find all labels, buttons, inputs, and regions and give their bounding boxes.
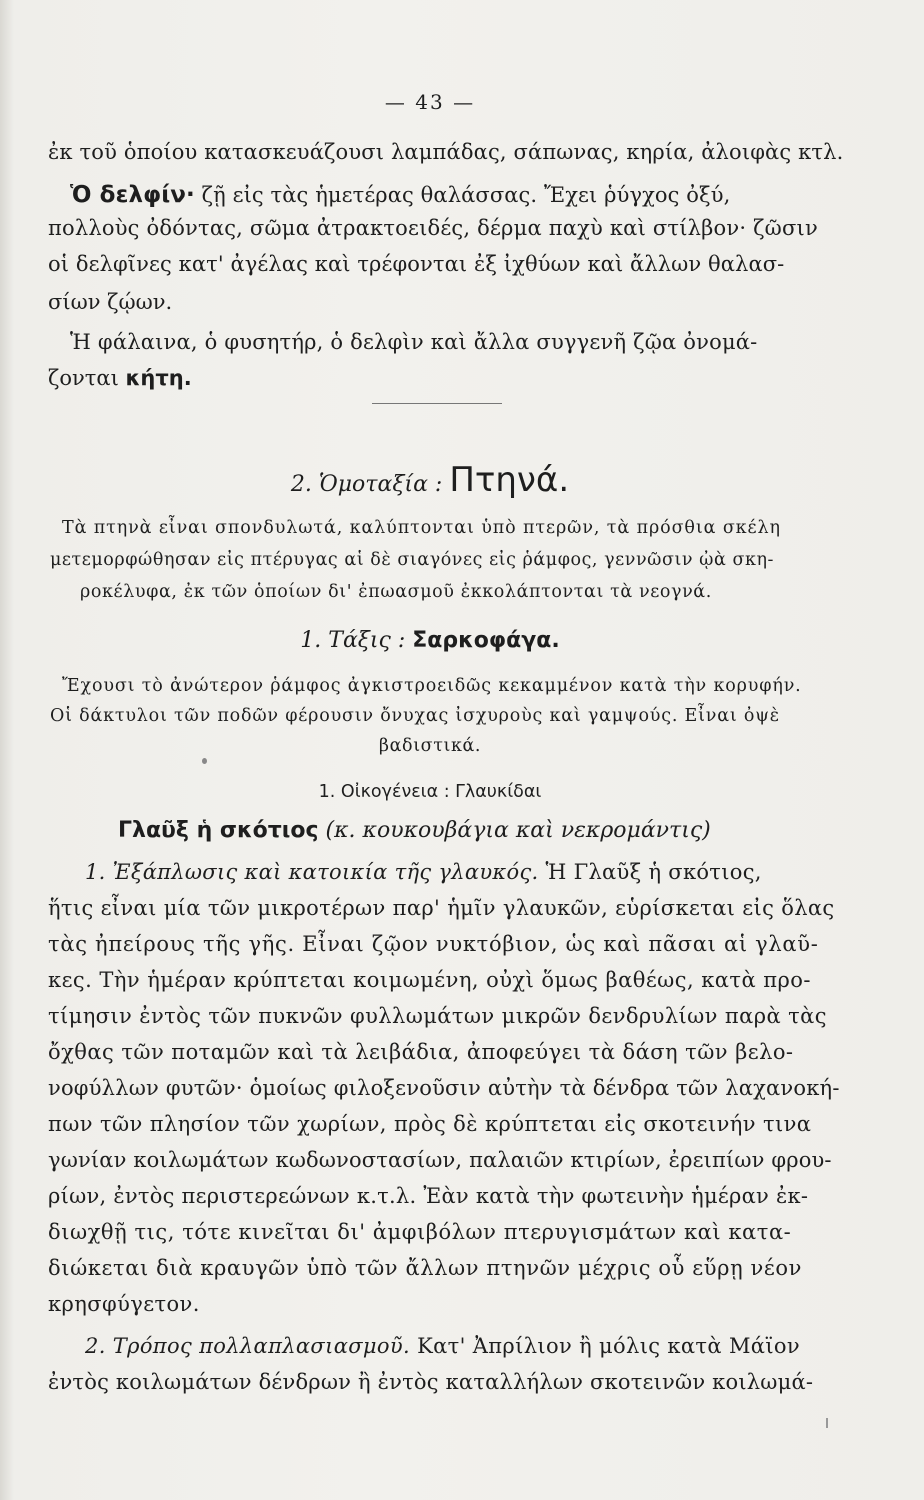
section-divider bbox=[372, 403, 502, 404]
order-heading bbox=[0, 628, 860, 653]
class-heading-name: Πτηνά. bbox=[449, 460, 570, 500]
whales-line2 bbox=[48, 366, 192, 390]
family-heading: 1. Οἰκογένεια : Γλαυκίδαι bbox=[318, 782, 542, 802]
text-line: ἐκ τοῦ ὁποίου κατασκευάζουσι λαμπάδας, σάπωνας, κηρία, ἀλοιφὰς κτλ. bbox=[48, 140, 844, 164]
text-line: γωνίαν κοιλωμάτων κωδωνοστασίων, παλαιῶν κτιρίων, ἐρειπίων φρου- bbox=[48, 1148, 832, 1172]
text-line: τίμησιν ἐντὸς τῶν πυκνῶν φυλλωμάτων μικρῶν δενδρυλίων παρὰ τὰς bbox=[48, 1004, 827, 1028]
text-line: πων τῶν πλησίον τῶν χωρίων, πρὸς δὲ κρύπτεται εἰς σκοτεινήν τινα bbox=[48, 1112, 812, 1136]
species-common-names: (κ. κουκουβάγια καὶ νεκρομάντις) bbox=[325, 818, 711, 843]
section1-first-rest: Ἡ Γλαῦξ ἡ σκότιος, bbox=[545, 860, 762, 884]
text-line: ρίων, ἐντὸς περιστερεώνων κ.τ.λ. Ἐὰν κατὰ τὴν φωτεινὴν ἡμέραν ἐκ- bbox=[48, 1184, 809, 1208]
text-line: διωχθῇ τις, τότε κινεῖται δι' ἀμφιβόλων πτερυγισμάτων καὶ κατα- bbox=[48, 1220, 792, 1244]
text-line: Τὰ πτηνὰ εἶναι σπονδυλωτά, καλύπτονται ὑπὸ πτερῶν, τὰ πρόσθια σκέλη bbox=[62, 518, 781, 538]
ink-speck bbox=[202, 758, 207, 764]
section2-first-line bbox=[85, 1334, 800, 1358]
dolphin-lead: Ὁ δελφίν· bbox=[70, 182, 195, 208]
text-line: ροκέλυφα, ἐκ τῶν ὁποίων δι' ἐπωασμοῦ ἐκκολάπτονται τὰ νεογνά. bbox=[80, 582, 712, 602]
ink-mark bbox=[826, 1418, 828, 1428]
text-line: νοφύλλων φυτῶν· ὁμοίως φιλοξενοῦσιν αὐτὴν τὰ δένδρα τῶν λαχανοκή- bbox=[48, 1076, 840, 1100]
class-heading bbox=[0, 460, 860, 500]
dolphin-first-line bbox=[70, 182, 730, 208]
class-heading-prefix: 2. Ὁμοταξία : bbox=[290, 472, 443, 497]
section2-first-rest: Κατ' Ἀπρίλιον ἢ μόλις κατὰ Μάϊον bbox=[417, 1334, 801, 1358]
text-line: οἱ δελφῖνες κατ' ἀγέλας καὶ τρέφονται ἐξ ἰχθύων καὶ ἄλλων θαλασ- bbox=[48, 252, 785, 276]
whales-term: κήτη. bbox=[125, 366, 192, 390]
species-name: Γλαῦξ ἡ σκότιος bbox=[118, 818, 319, 843]
text-line: ἐντὸς κοιλωμάτων δένδρων ἢ ἐντὸς καταλλήλων σκοτεινῶν κοιλωμά- bbox=[48, 1370, 814, 1394]
text-line: ὄχθας τῶν ποταμῶν καὶ τὰ λειβάδια, ἀποφεύγει τὰ δάση τῶν βελο- bbox=[48, 1040, 794, 1064]
text-line: Ἔχουσι τὸ ἀνώτερον ῥάμφος ἀγκιστροειδῶς κεκαμμένον κατὰ τὴν κορυφήν. bbox=[62, 676, 802, 696]
species-heading bbox=[118, 818, 711, 843]
text-line: ἥτις εἶναι μία τῶν μικροτέρων παρ' ἡμῖν γλαυκῶν, εὑρίσκεται εἰς ὅλας bbox=[48, 896, 835, 920]
text-line: διώκεται διὰ κραυγῶν ὑπὸ τῶν ἄλλων πτηνῶν μέχρις οὗ εὕρῃ νέον bbox=[48, 1256, 803, 1280]
text-line: πολλοὺς ὀδόντας, σῶμα ἀτρακτοειδές, δέρμα παχὺ καὶ στίλβον· ζῶσιν bbox=[48, 216, 818, 240]
text-line: μετεμορφώθησαν εἰς πτέρυγας αἱ δὲ σιαγόνες εἰς ῥάμφος, γεννῶσιν ᾠὰ σκη- bbox=[50, 550, 774, 570]
order-heading-name: Σαρκοφάγα. bbox=[412, 628, 560, 653]
text-line: κρησφύγετον. bbox=[48, 1292, 200, 1316]
text-line: σίων ζῴων. bbox=[48, 290, 173, 314]
whales-line2-pre: ζονται bbox=[48, 366, 119, 390]
section2-title: 2. Τρόπος πολλαπλασιασμοῦ. bbox=[85, 1334, 411, 1358]
text-line: Οἱ δάκτυλοι τῶν ποδῶν φέρουσιν ὄνυχας ἰσχυροὺς καὶ γαμψούς. Εἶναι ὀψὲ bbox=[50, 706, 780, 726]
text-line: Ἡ φάλαινα, ὁ φυσητήρ, ὁ δελφὶν καὶ ἄλλα συγγενῆ ζῷα ὀνομά- bbox=[70, 330, 758, 354]
dolphin-line1-rest: ζῇ εἰς τὰς ἡμετέρας θαλάσσας. Ἔχει ῥύγχος ὀξύ, bbox=[201, 183, 731, 207]
text-line: βαδιστικά. bbox=[378, 736, 482, 756]
page-number: — 43 — bbox=[384, 90, 476, 114]
order-heading-prefix: 1. Τάξις : bbox=[300, 628, 406, 653]
text-line: τὰς ἠπείρους τῆς γῆς. Εἶναι ζῷον νυκτόβιον, ὡς καὶ πᾶσαι αἱ γλαῦ- bbox=[48, 932, 819, 956]
text-line: κες. Τὴν ἡμέραν κρύπτεται κοιμωμένη, οὐχὶ ὅμως βαθέως, κατὰ προ- bbox=[48, 968, 811, 992]
section1-title: 1. Ἐξάπλωσις καὶ κατοικία τῆς γλαυκός. bbox=[85, 860, 539, 884]
section1-first-line bbox=[85, 860, 762, 884]
